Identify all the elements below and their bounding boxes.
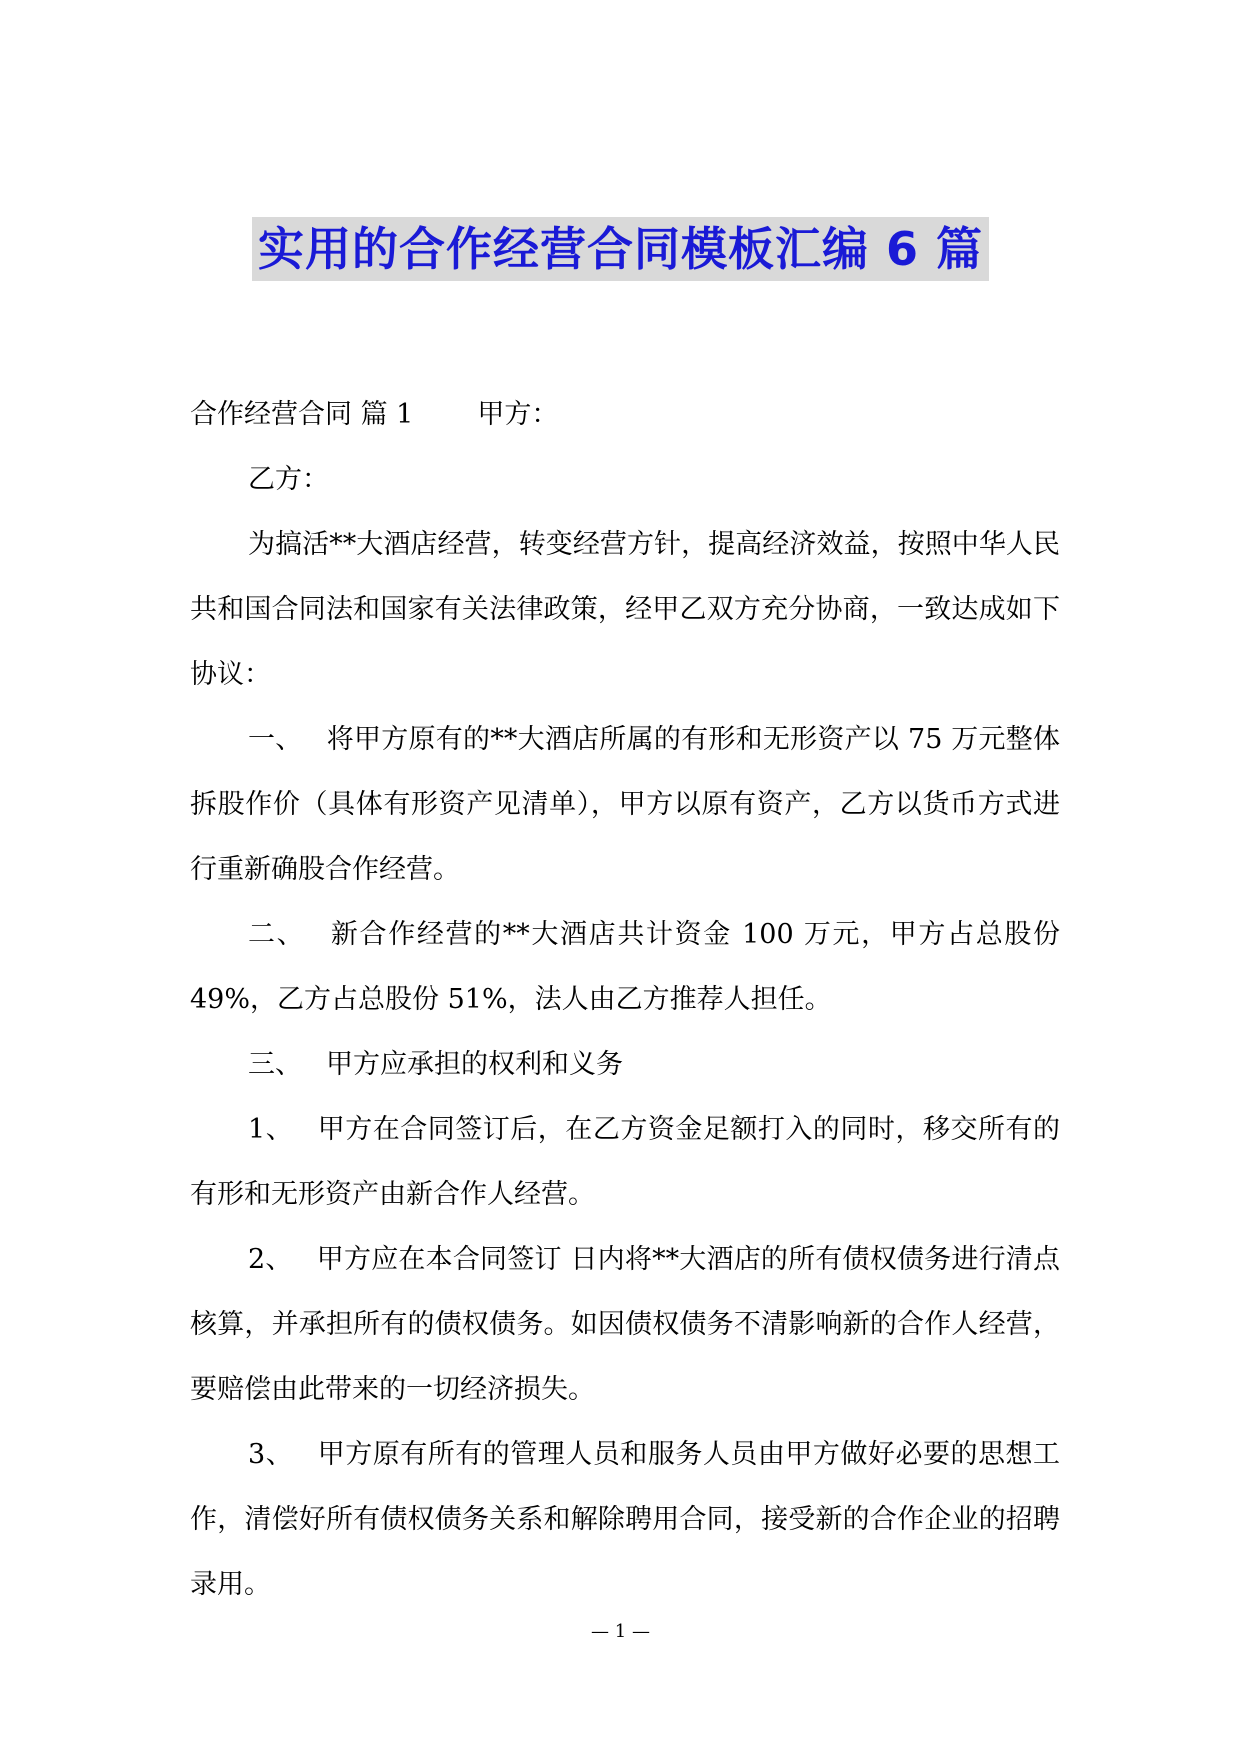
party-b-label: 乙方： [248,464,329,495]
clause-text: 将甲方原有的**大酒店所属的有形和无形资产以 75 万元整体拆股作价（具体有形资产见清单），甲方以原有资产，乙方以货币方式进行重新确股合作经营。 [190,724,1060,885]
page-number: — 1 — [591,1621,650,1642]
clause-1 [190,707,1060,902]
party-a-label: 甲方： [477,399,559,430]
sub-clause-marker: 3、 [248,1439,294,1470]
sub-clause-1 [190,1097,1060,1227]
clause-text: 新合作经营的**大酒店共计资金 100 万元，甲方占总股份 49%，乙方占总股份 51%，法人由乙方推荐人担任。 [190,919,1060,1015]
clause-marker: 二、 [248,919,306,950]
sub-clause-marker: 1、 [248,1114,294,1145]
contract-heading: 合作经营合同 篇 1 [190,399,414,430]
document-title: 实用的合作经营合同模板汇编 6 篇 [252,217,989,281]
sub-clause-text: 甲方原有所有的管理人员和服务人员由甲方做好必要的思想工作，清偿好所有债权债务关系和解除聘用合同，接受新的合作企业的招聘录用。 [190,1439,1060,1600]
sub-clause-text: 甲方应在本合同签订 日内将**大酒店的所有债权债务进行清点核算，并承担所有的债权债务。如因债权债务不清影响新的合作人经营，要赔偿由此带来的一切经济损失。 [190,1244,1060,1405]
sub-clause-3 [190,1422,1060,1617]
sub-clause-marker: 2、 [248,1244,293,1275]
document-body [190,382,1060,1617]
contract-heading-line [190,382,1060,447]
clause-2 [190,902,1060,1032]
sub-clause-text: 甲方在合同签订后，在乙方资金足额打入的同时，移交所有的有形和无形资产由新合作人经营。 [190,1114,1060,1210]
preamble-paragraph: 为搞活**大酒店经营，转变经营方针，提高经济效益，按照中华人民共和国合同法和国家有关法律政策，经甲乙双方充分协商，一致达成如下协议： [190,529,1060,690]
clause-marker: 三、 [248,1049,302,1080]
clause-3 [190,1032,1060,1097]
sub-clause-2 [190,1227,1060,1422]
clause-marker: 一、 [248,724,303,755]
title-container [0,217,1241,281]
clause-text: 甲方应承担的权利和义务 [326,1049,623,1080]
